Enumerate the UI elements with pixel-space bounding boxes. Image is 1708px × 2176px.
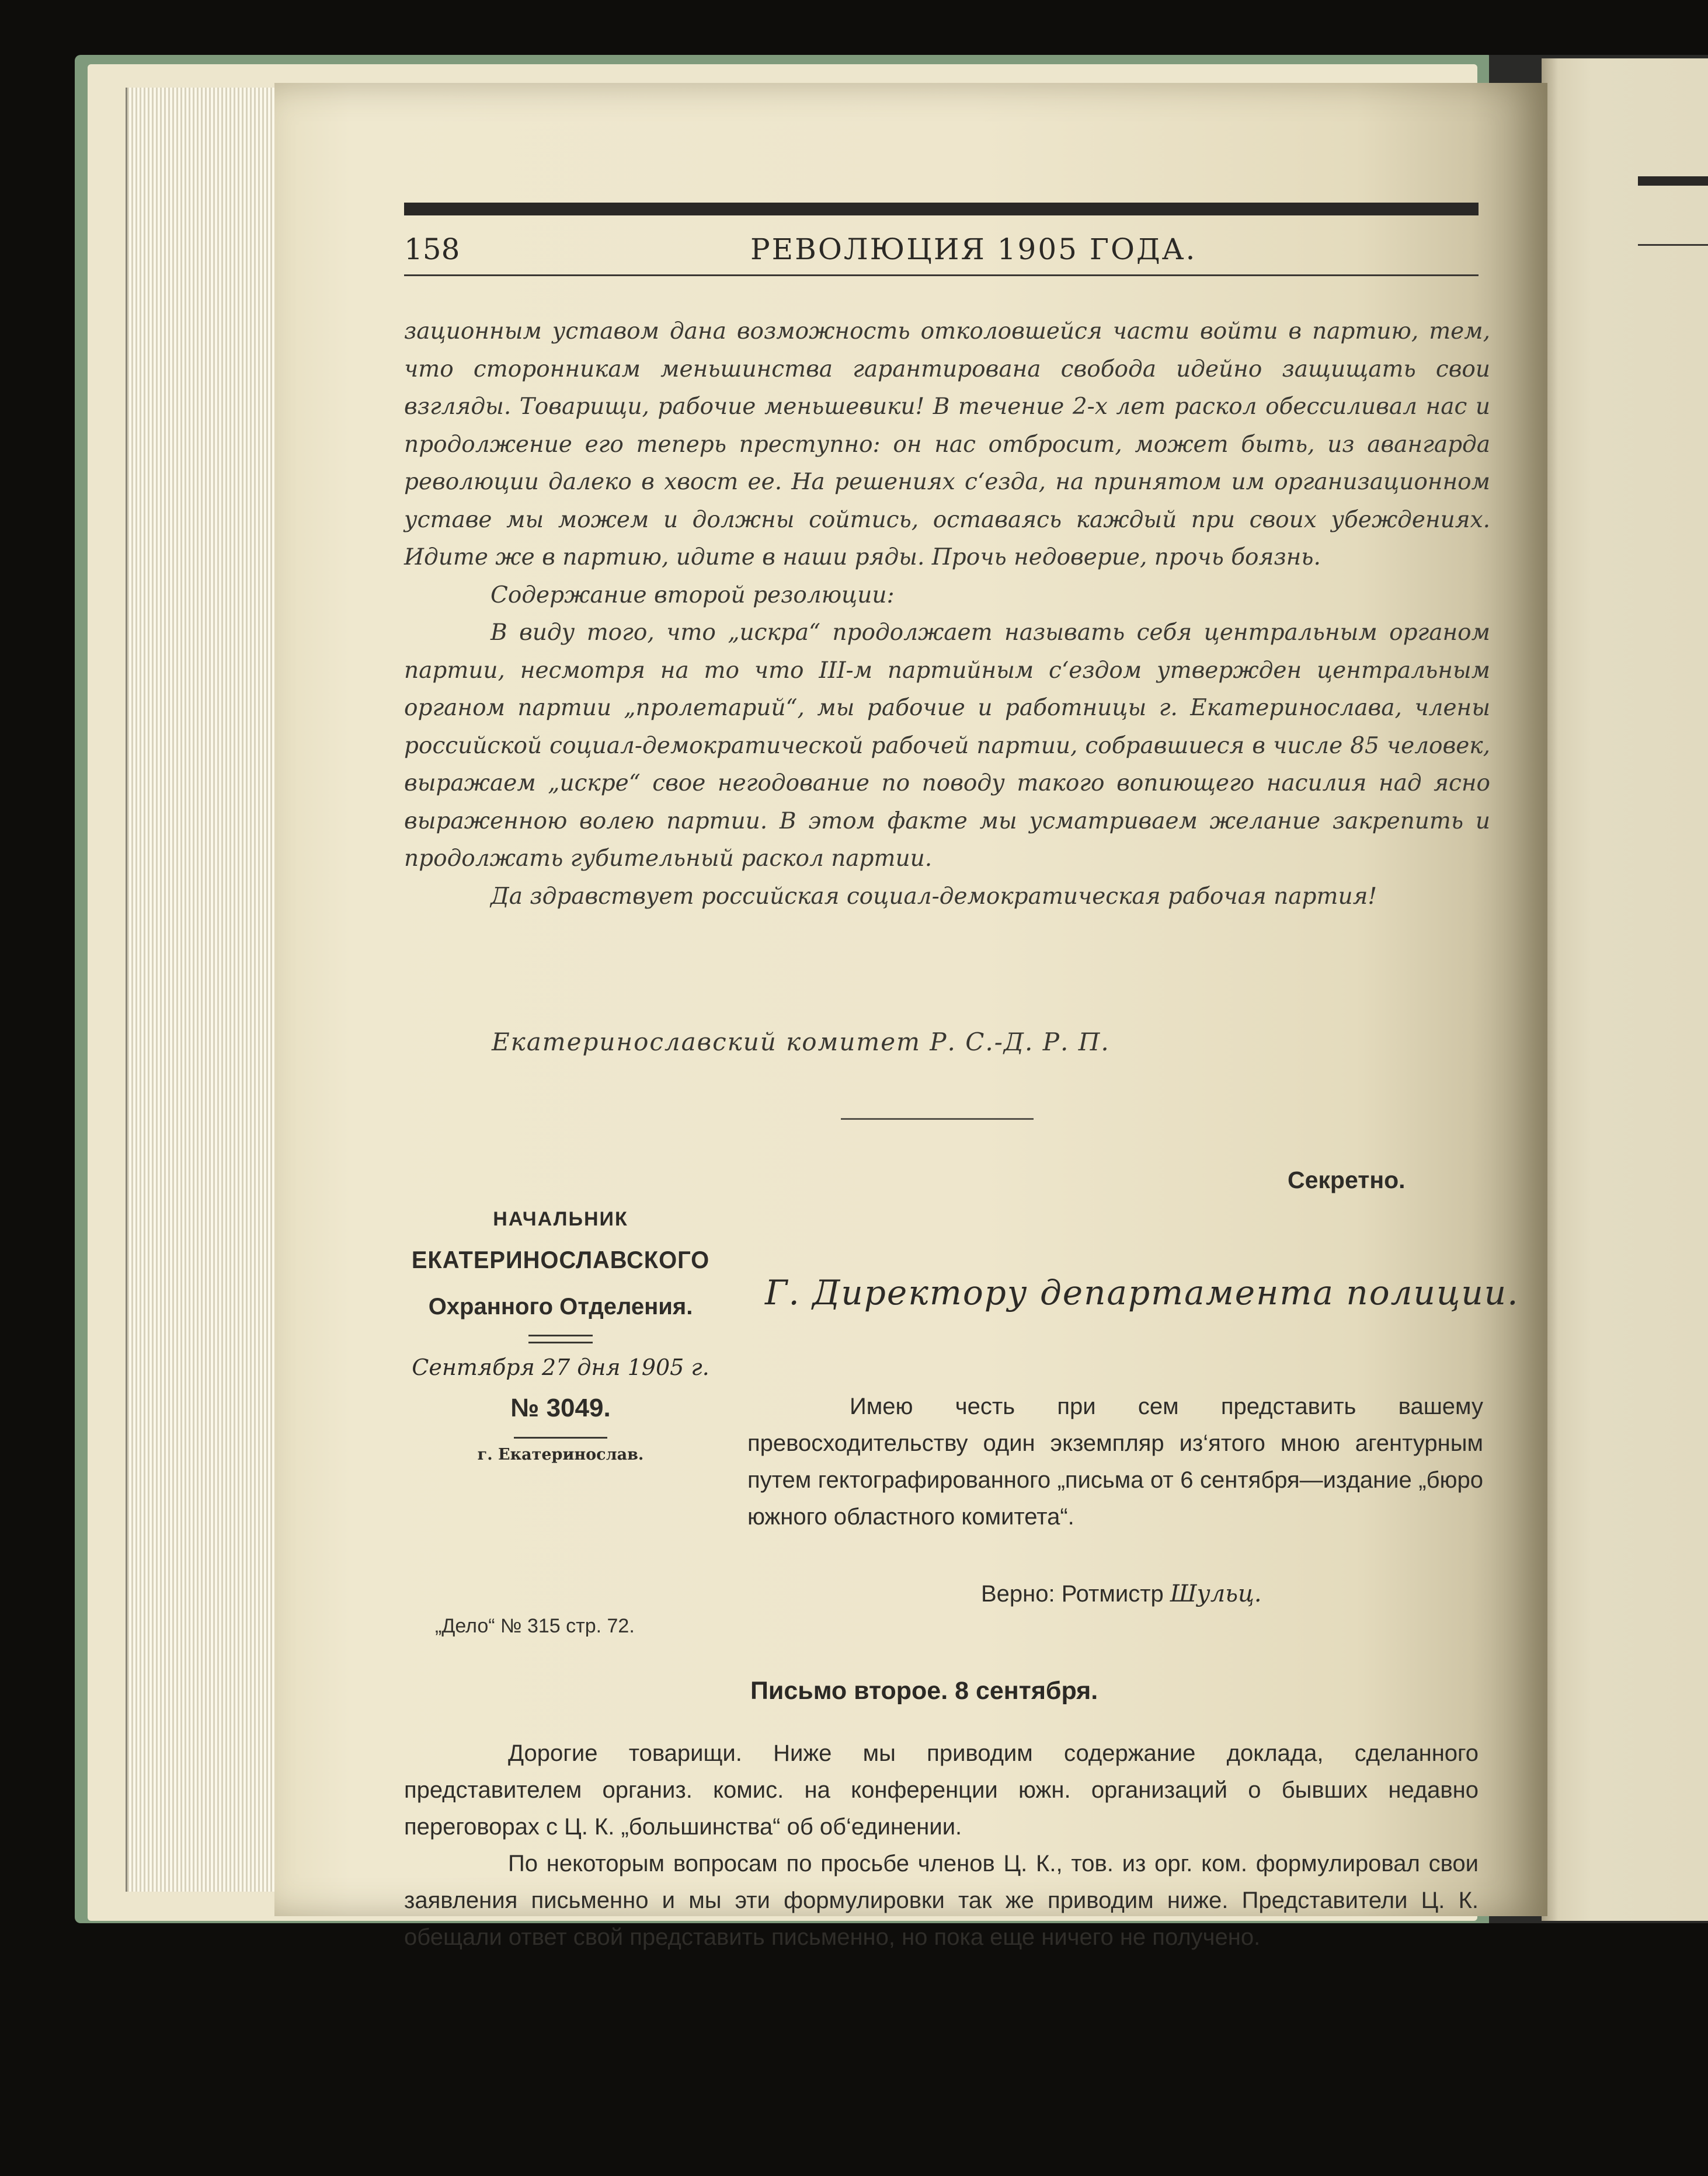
letterhead-rule [514,1437,607,1439]
verification-line [981,1580,1262,1607]
resolution-heading: Содержание второй резолюции: [491,582,895,608]
facing-header-thin-rule [1638,244,1708,246]
resolution-paragraph: В виду того, что „искра“ продолжает называть себя центральным органом партии, несмотря на то что III-м партийным с‘ездом утвержден центральным органом партии „пролетарий“, мы рабочие и работницы г. Екатеринослава, члены российской социал-демократической рабочей партии, собравшиеся в числе 85 человек, выражаем „искре“ свое негодование по поводу такого вопиющего насилия над ясно выраженною волею партии. В этом факте мы усматриваем желание закрепить и продолжать губительный раскол партии. [404,619,1490,872]
resolution-paragraph: зационным уставом дана возможность отколовшейся части войти в партию, тем, что сторонникам меньшинства гарантирована свобода идейно защищать свои взгляды. Товарищи, рабочие меньшевики! В течение 2-х лет раскол обессиливал нас и продолжение его теперь преступно: он нас отбросит, может быть, из авангарда революции далеко в хвост ее. На решениях с‘езда, на принятом им организационном уставе мы можем и должны сойтись, оставаясь каждый при своих убеждениях. Идите же в партию, идите в наши ряды. Прочь недоверие, прочь боязнь. [404,318,1490,570]
running-title: РЕВОЛЮЦИЯ 1905 ГОДА. [750,232,1197,266]
report-text [747,1388,1483,1536]
verified-signature: Шульц. [1170,1580,1262,1607]
secret-mark: Секретно. [1288,1167,1406,1193]
resolution-slogan: Да здравствует российская социал-демократическая рабочая партия! [491,883,1377,910]
letter-paragraph: По некоторым вопросам по просьбе членов Ц. К., тов. из орг. ком. формулировал свои заявления письменно и мы эти формулировки так же приводим ниже. Представители Ц. К. обещали ответ свой представить письменно, но пока еще ничего не получено. [404,1851,1479,1950]
letterhead-location: г. Екатеринослав. [477,1446,644,1464]
section-separator [841,1118,1034,1120]
letterhead [380,1202,742,1464]
double-rule [528,1335,593,1343]
letterhead-title: НАЧАЛЬНИК [493,1208,628,1230]
letter-body [404,1735,1479,1956]
letterhead-city: ЕКАТЕРИНОСЛАВСКОГО [411,1246,710,1273]
header-thin-rule [404,274,1479,276]
report-paragraph: Имею честь при сем представить вашему превосходительству один экземпляр из‘ятого мною агентурным путем гектографированного „письма от 6 сентября—издание „бюро южного областного комитета“. [747,1394,1483,1530]
verified-label: Верно: Ротмистр [981,1581,1164,1607]
file-reference: „Дело“ № 315 стр. 72. [435,1615,635,1637]
letterhead-date: Сентября 27 дня 1905 г. [412,1355,709,1380]
letter-paragraph: Дорогие товарищи. Ниже мы приводим содержание доклада, сделанного представителем организ. комис. на конференции южн. организаций о бывших недавно переговорах с Ц. К. „большинства“ об об‘единении. [404,1740,1479,1840]
resolution-text [404,313,1490,915]
letterhead-number: № 3049. [510,1394,611,1422]
header-thick-rule [404,203,1479,215]
page-number: 158 [404,232,460,266]
facing-page [1542,58,1708,1921]
addressee: Г. Директору департамента полиции. [765,1273,1519,1312]
committee-signature: Екатеринославский комитет Р. С.-Д. Р. П. [492,1028,1110,1056]
letter-heading: Письмо второе. 8 сентября. [750,1677,1098,1705]
facing-header-rule [1638,176,1708,186]
letterhead-department: Охранного Отделения. [428,1294,693,1319]
